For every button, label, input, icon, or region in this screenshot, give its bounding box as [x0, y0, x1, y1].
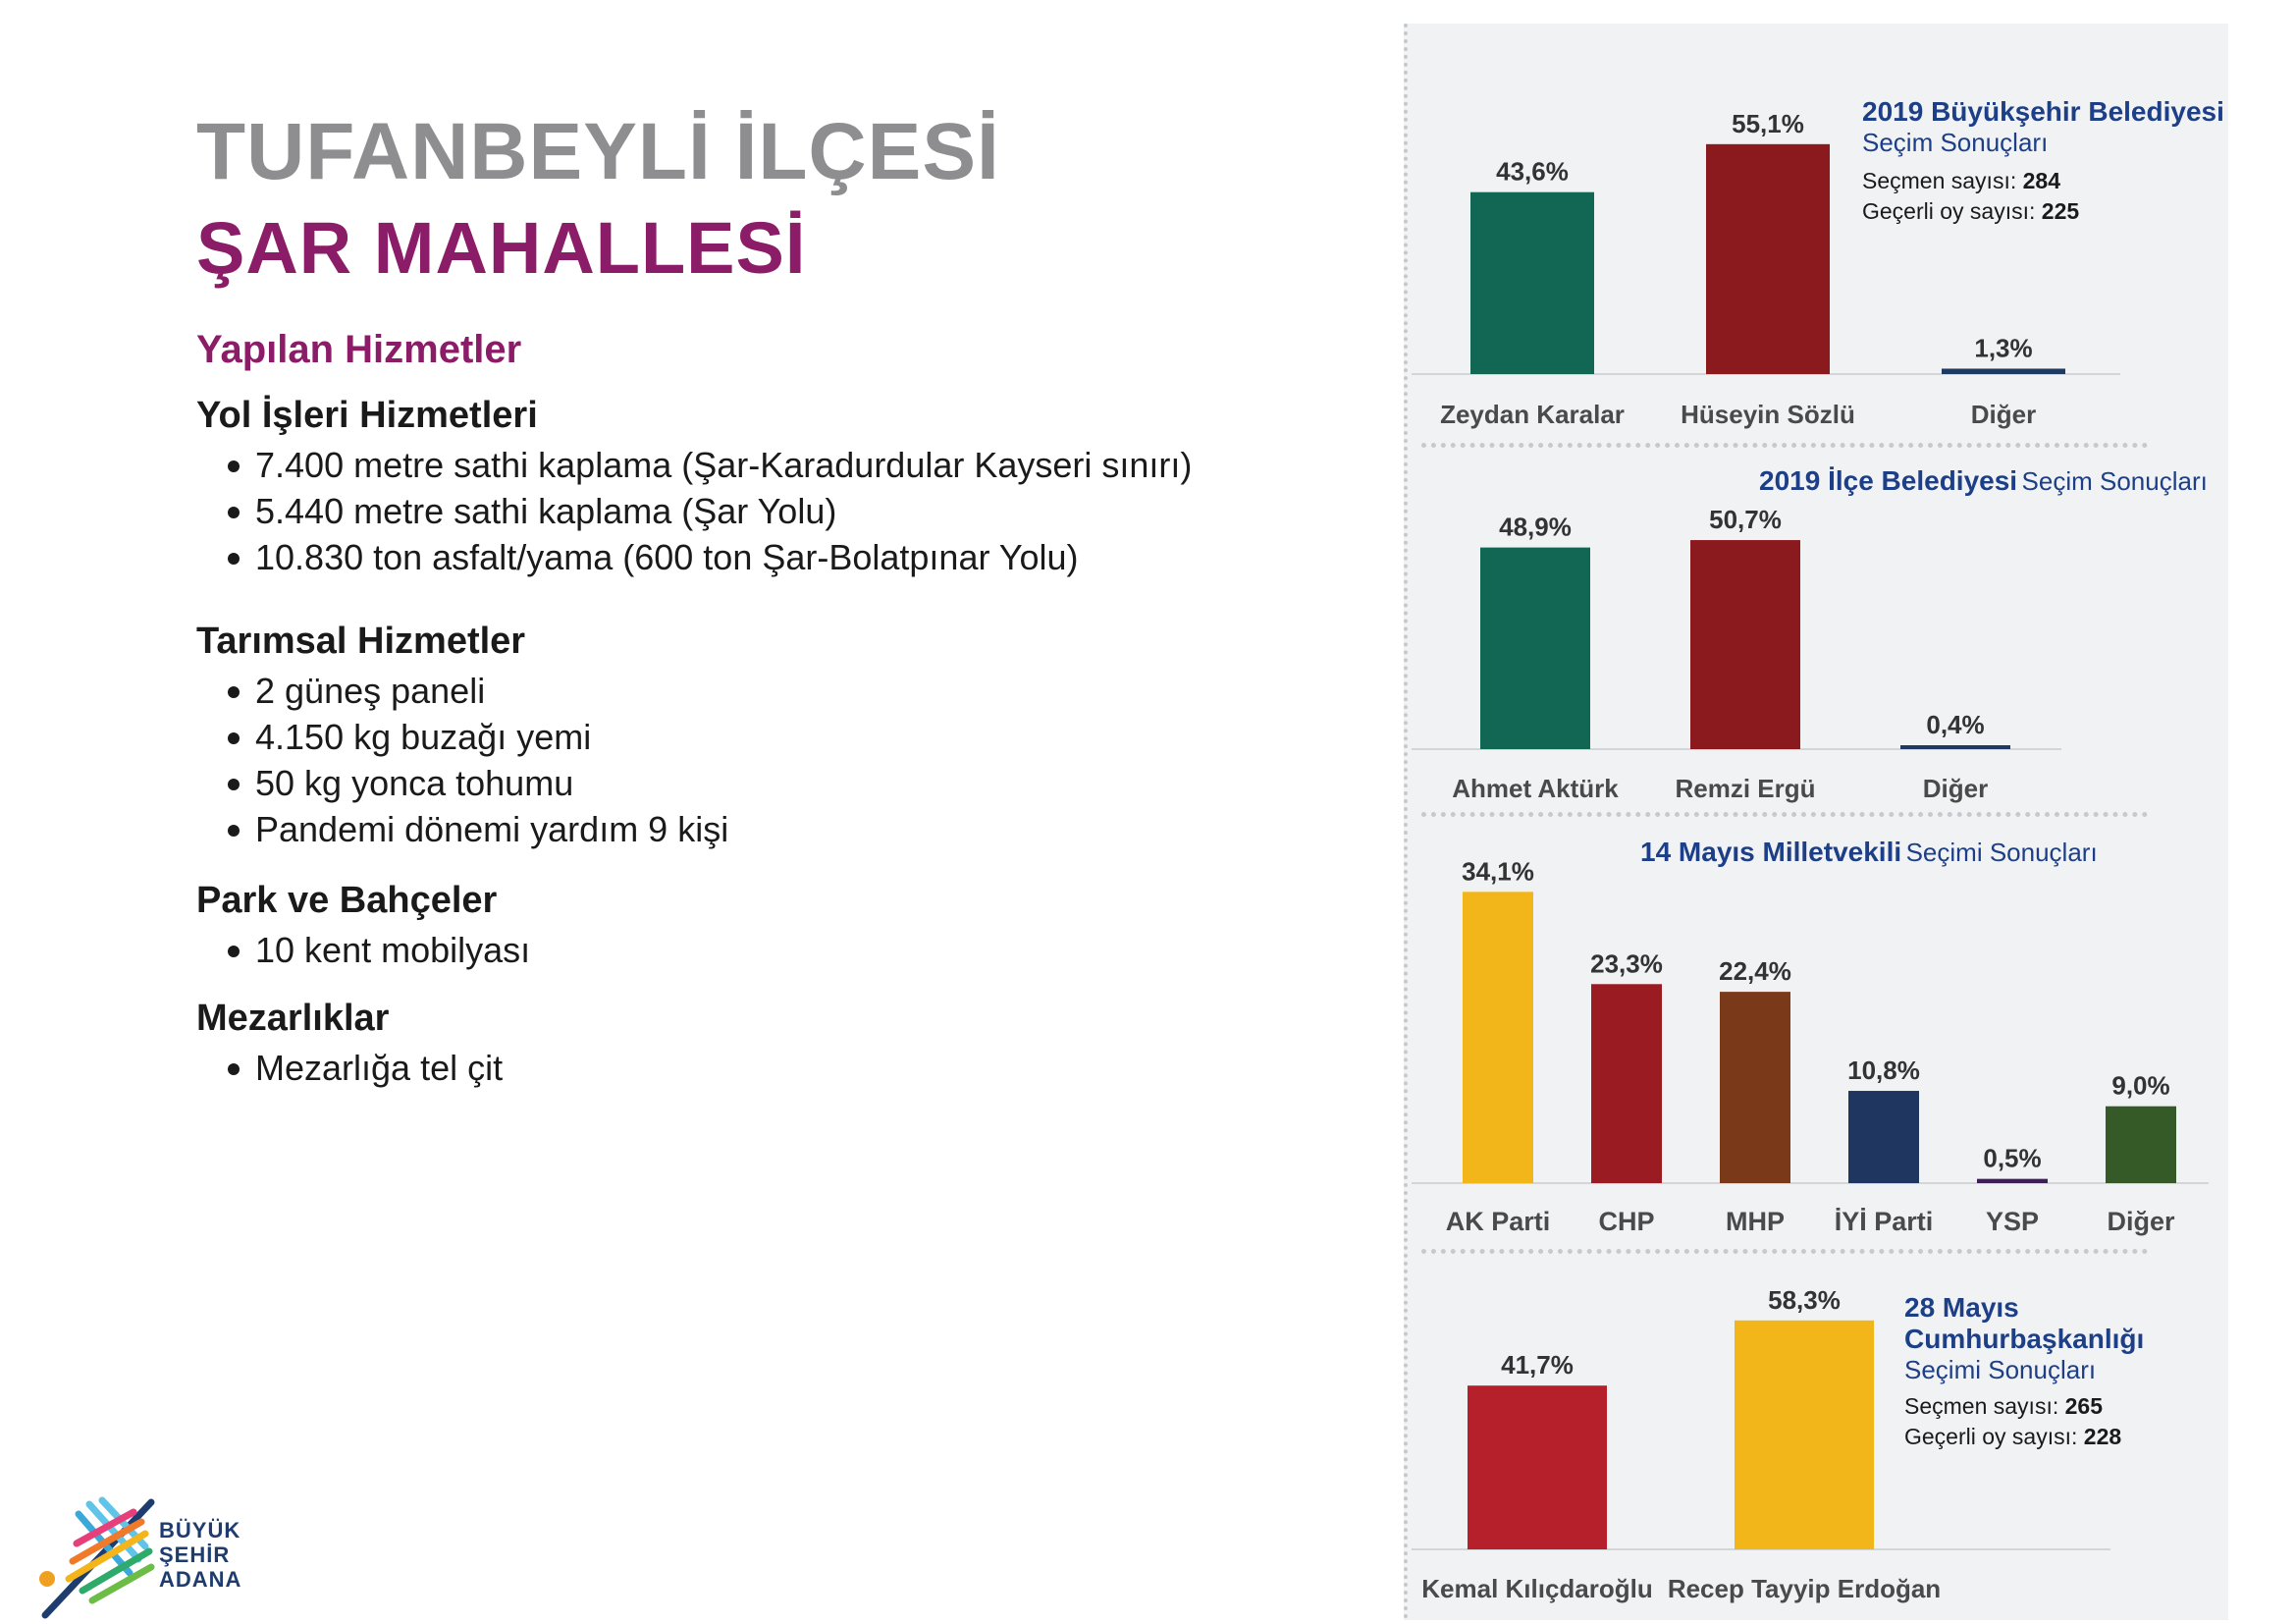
services-heading: Yapılan Hizmetler	[196, 328, 522, 371]
category-label: YSP	[1985, 1207, 2040, 1236]
data-label: 10,8%	[1847, 1056, 1920, 1086]
chart-title-bold: 2019 Büyükşehir Belediyesi	[1862, 96, 2224, 127]
service-section-cemeteries	[196, 996, 503, 1091]
section-heading: Park ve Bahçeler	[196, 880, 498, 921]
chart-title-bold: 28 Mayıs	[1904, 1292, 2019, 1323]
data-label: 9,0%	[2111, 1070, 2170, 1101]
service-section-road	[196, 393, 1192, 580]
category-label: Remzi Ergü	[1675, 774, 1816, 803]
data-label: 0,4%	[1926, 710, 1985, 739]
category-label: CHP	[1598, 1207, 1655, 1236]
service-list	[196, 442, 1192, 580]
valid-vote-count: Geçerli oy sayısı: 228	[1904, 1424, 2122, 1449]
list-item: 7.400 metre sathi kaplama (Şar-Karadurdular Kayseri sınırı)	[196, 442, 1192, 488]
category-label: İYİ Parti	[1834, 1207, 1934, 1236]
chart-title	[1759, 465, 2208, 497]
bullet-icon	[228, 460, 240, 472]
chart-title-plain: Seçim Sonuçları	[1862, 128, 2049, 157]
data-label: 23,3%	[1590, 948, 1663, 979]
page-title-neighborhood: ŞAR MAHALLESİ	[196, 207, 807, 289]
voter-count: Seçmen sayısı: 284	[1862, 168, 2060, 193]
chart-title-plain: Seçimi Sonuçları	[1905, 838, 2098, 867]
chart-title	[1904, 1292, 2144, 1452]
bar	[1942, 368, 2065, 374]
chart-title	[1862, 96, 2224, 227]
data-label: 48,9%	[1499, 512, 1572, 542]
bullet-icon	[228, 779, 240, 790]
data-label: 1,3%	[1974, 333, 2033, 363]
bullet-icon	[228, 732, 240, 744]
category-label: Kemal Kılıçdaroğlu	[1421, 1574, 1653, 1603]
service-section-parks	[196, 878, 530, 973]
bullet-icon	[228, 553, 240, 565]
bullet-icon	[228, 686, 240, 698]
voter-count: Seçmen sayısı: 265	[1904, 1393, 2103, 1419]
data-label: 58,3%	[1768, 1284, 1841, 1315]
category-label: AK Parti	[1445, 1207, 1551, 1236]
chart-title-bold: Cumhurbaşkanlığı	[1904, 1324, 2145, 1354]
bar	[1470, 192, 1594, 374]
page-title-district: TUFANBEYLİ İLÇESİ	[196, 107, 1000, 196]
data-label: 43,6%	[1496, 156, 1569, 187]
category-label: Recep Tayyip Erdoğan	[1667, 1574, 1942, 1603]
chart-2019-metropolitan	[1404, 24, 2228, 446]
chart-14-may-parliament	[1404, 815, 2228, 1247]
bar	[1848, 1091, 1919, 1183]
section-heading: Yol İşleri Hizmetleri	[196, 395, 538, 436]
list-item: 5.440 metre sathi kaplama (Şar Yolu)	[196, 488, 1192, 534]
valid-vote-count: Geçerli oy sayısı: 225	[1862, 198, 2080, 224]
bar	[1706, 144, 1830, 374]
list-item: 10.830 ton asfalt/yama (600 ton Şar-Bolatpınar Yolu)	[196, 534, 1192, 580]
data-label: 55,1%	[1732, 108, 1804, 138]
section-heading: Tarımsal Hizmetler	[196, 621, 526, 662]
category-label: Diğer	[2107, 1207, 2175, 1236]
chart-title-bold: 14 Mayıs Milletvekili	[1640, 837, 1902, 867]
service-list	[196, 1045, 503, 1091]
chart-2019-district	[1404, 446, 2228, 813]
bullet-icon	[228, 1063, 240, 1075]
category-label: Zeydan Karalar	[1440, 400, 1625, 429]
bar	[1480, 548, 1590, 749]
data-label: 0,5%	[1983, 1143, 2042, 1173]
bar	[1735, 1321, 1874, 1549]
bullet-icon	[228, 825, 240, 837]
category-label: Ahmet Aktürk	[1452, 774, 1619, 803]
chart-title	[1640, 837, 2098, 868]
service-section-agriculture	[196, 619, 728, 852]
list-item: Pandemi dönemi yardım 9 kişi	[196, 806, 728, 852]
section-heading: Mezarlıklar	[196, 998, 390, 1039]
service-list	[196, 668, 728, 852]
bar	[1720, 992, 1790, 1183]
service-list	[196, 927, 530, 973]
data-label: 22,4%	[1719, 956, 1791, 987]
bar	[1690, 540, 1800, 749]
bar	[1468, 1385, 1607, 1549]
logo-wordmark: BÜYÜK ŞEHİR ADANA	[159, 1518, 242, 1592]
list-item: 10 kent mobilyası	[196, 927, 530, 973]
bar	[1900, 745, 2010, 749]
list-item: 2 güneş paneli	[196, 668, 728, 714]
data-label: 34,1%	[1462, 856, 1534, 887]
category-label: Hüseyin Sözlü	[1681, 400, 1855, 429]
chart-title-plain: Seçim Sonuçları	[2021, 466, 2208, 496]
list-item: 50 kg yonca tohumu	[196, 760, 728, 806]
list-item: 4.150 kg buzağı yemi	[196, 714, 728, 760]
bar	[1977, 1179, 2048, 1183]
category-label: Diğer	[1922, 774, 1989, 803]
data-label: 50,7%	[1709, 505, 1782, 535]
category-label: Diğer	[1970, 400, 2037, 429]
chart-title-plain: Seçimi Sonuçları	[1904, 1355, 2097, 1384]
bar	[1591, 984, 1662, 1183]
list-item: Mezarlığa tel çit	[196, 1045, 503, 1091]
category-label: MHP	[1726, 1207, 1785, 1236]
bar	[1463, 892, 1533, 1183]
chart-title-bold: 2019 İlçe Belediyesi	[1759, 465, 2018, 496]
bullet-icon	[228, 507, 240, 518]
bullet-icon	[228, 946, 240, 957]
data-label: 41,7%	[1501, 1350, 1574, 1380]
bar	[2106, 1107, 2176, 1183]
